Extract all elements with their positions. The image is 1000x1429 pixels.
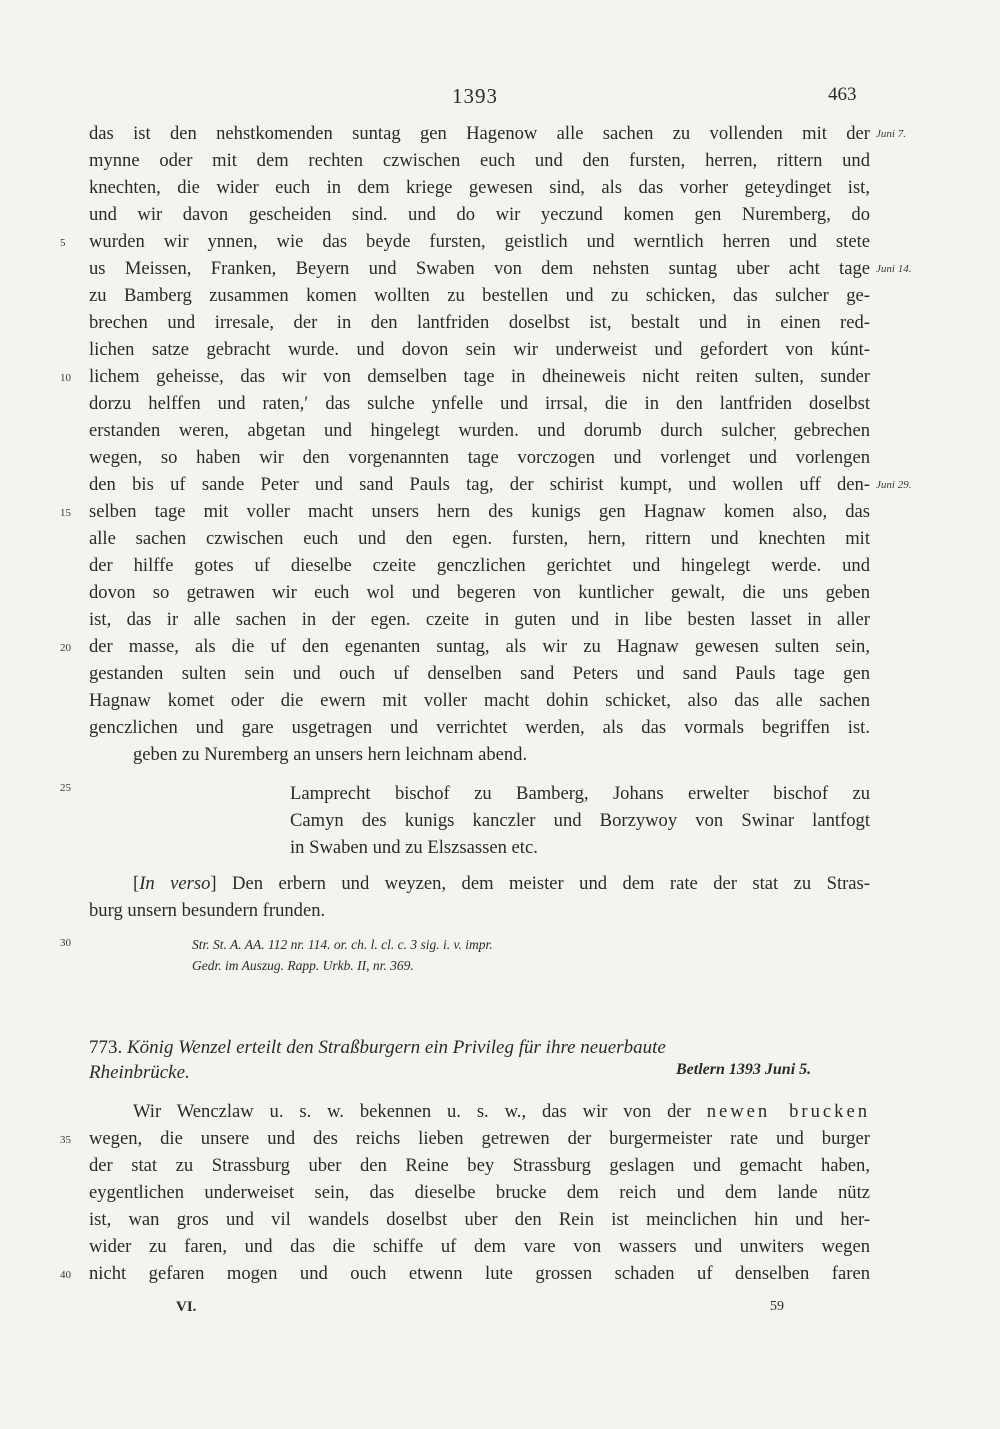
- body-line: selben tage mit voller macht unsers hern des kunigs gen Hagnaw komen also, das: [89, 501, 870, 522]
- body-line: wider zu faren, und das die schiffe uf dem vare von wassers und unwiters wegen: [89, 1236, 870, 1257]
- signature-line: Camyn des kunigs kanczler und Borzywoy von Swinar lantfogt: [290, 810, 870, 831]
- body-line: nicht gefaren mogen und ouch etwenn lute grossen schaden uf denselben faren: [89, 1263, 870, 1284]
- verso-bracket-close: ]: [210, 873, 217, 894]
- line-number: 35: [60, 1134, 71, 1146]
- margin-date: Juni 7.: [876, 128, 906, 140]
- body-line: knechten, die wider euch in dem kriege gewesen sind, als das vorher geteydinget ist,: [89, 177, 870, 198]
- margin-date: Juni 14.: [876, 263, 912, 275]
- document-number: 773.: [89, 1037, 123, 1058]
- verso-text: Den erbern und weyzen, dem meister und dem rate der stat zu Stras-: [216, 873, 870, 894]
- signature-line: Lamprecht bischof zu Bamberg, Johans erwelter bischof zu: [290, 783, 870, 804]
- source-citation: Gedr. im Auszug. Rapp. Urkb. II, nr. 369.: [192, 958, 414, 973]
- body-line: [133, 1098, 870, 1125]
- line-number: 15: [60, 507, 71, 519]
- body-line: brechen und irresale, der in den lantfriden doselbst ist, bestalt und in einen red-: [89, 312, 870, 333]
- body-line: alle sachen czwischen euch und den egen. fursten, hern, rittern und knechten mit: [89, 528, 870, 549]
- body-line: zu Bamberg zusammen komen wollten zu bestellen und zu schicken, das sulcher ge-: [89, 285, 870, 306]
- body-line: wegen, die unsere und des reichs lieben getrewen der burgermeister rate und burger: [89, 1128, 870, 1149]
- body-line: der hilffe gotes uf dieselbe czeite genczlichen gerichtet und hingelegt werde. und: [89, 555, 870, 576]
- body-line: der masse, als die uf den egenanten suntag, als wir zu Hagnaw gewesen sulten sein,: [89, 636, 870, 657]
- body-line: wurden wir ynnen, wie das beyde fursten, geistlich und werntlich herren und stete: [89, 231, 870, 252]
- body-line: ist, wan gros und vil wandels doselbst uber den Rein ist meinclichen hin und her-: [89, 1209, 870, 1230]
- body-line: genczlichen und gare usgetragen und verrichtet werden, als das vormals begriffen ist.: [89, 717, 870, 738]
- body-text: Wir Wenczlaw u. s. w. bekennen u. s. w., das wir von der: [133, 1101, 707, 1122]
- body-line: lichen satze gebracht wurde. und dovon sein wir underweist und gefordert von kúnt-: [89, 339, 870, 360]
- document-heading: [89, 1034, 870, 1061]
- running-head-year: 1393: [452, 84, 498, 108]
- verso-address-line: burg unsern besundern frunden.: [89, 900, 326, 921]
- body-line: der stat zu Strassburg uber den Reine bey Strassburg geslagen und gemacht haben,: [89, 1155, 870, 1176]
- document-date: Betlern 1393 Juni 5.: [676, 1061, 812, 1078]
- document-title: König Wenzel erteilt den Straßburgern ein Privileg für ihre neuerbaute: [127, 1037, 666, 1058]
- body-line: wegen, so haben wir den vorgenannten tage vorczogen und vorlenget und vorlengen: [89, 447, 870, 468]
- margin-date: Juni 29.: [876, 479, 912, 491]
- verso-address-line: [133, 870, 870, 897]
- line-number: 5: [60, 237, 66, 249]
- line-number: 40: [60, 1269, 71, 1281]
- body-line: eygentlichen underweiset sein, das dieselbe brucke dem reich und dem lande nütz: [89, 1182, 870, 1203]
- body-line: Hagnaw komet oder die ewern mit voller macht dohin schicket, also das alle sachen: [89, 690, 870, 711]
- body-line: lichem geheisse, das wir von demselben tage in dheineweis nicht reiten sulten, sunder: [89, 366, 870, 387]
- verso-bracket-open: [: [133, 873, 140, 894]
- body-line: und wir davon gescheiden sind. und do wir yeczund komen gen Nuremberg, do: [89, 204, 870, 225]
- signature-line: in Swaben und zu Elszsassen etc.: [290, 837, 538, 858]
- body-line: erstanden weren, abgetan und hingelegt wurden. und dorumb durch sulcher̦ gebrechen: [89, 420, 870, 441]
- verso-label: In verso: [139, 873, 211, 894]
- document-title-continued: Rheinbrücke.: [89, 1062, 190, 1083]
- body-line: den bis uf sande Peter und sand Pauls tag, der schirist kumpt, und wollen uff den-: [89, 474, 870, 495]
- source-citation: Str. St. A. AA. 112 nr. 114. or. ch. l. cl. c. 3 sig. i. v. impr.: [192, 937, 493, 952]
- volume-mark: VI.: [176, 1299, 197, 1315]
- body-line: us Meissen, Franken, Beyern und Swaben von dem nehsten suntag uber acht tage: [89, 258, 870, 279]
- line-number: 10: [60, 372, 71, 384]
- emphasized-text: newen brucken: [706, 1101, 870, 1122]
- page-number: 463: [828, 84, 857, 105]
- line-number: 20: [60, 642, 71, 654]
- body-line: dorzu helffen und raten,ʹ das sulche ynfelle und irrsal, die in den lantfriden doselbst: [89, 393, 870, 414]
- body-line: ist, das ir alle sachen in der egen. czeite in guten und in libe besten lasset in aller: [89, 609, 870, 630]
- line-number: 30: [60, 937, 71, 949]
- body-line: das ist den nehstkomenden suntag gen Hagenow alle sachen zu vollenden mit der: [89, 123, 870, 144]
- line-number: 25: [60, 782, 71, 794]
- closing-line: geben zu Nuremberg an unsers hern leichnam abend.: [133, 744, 528, 765]
- body-line: gestanden sulten sein und ouch uf denselben sand Peters und sand Pauls tage gen: [89, 663, 870, 684]
- body-line: dovon so getrawen wir euch wol und begeren von kuntlicher gewalt, die uns geben: [89, 582, 870, 603]
- body-line: mynne oder mit dem rechten czwischen euch und den fursten, herren, rittern und: [89, 150, 870, 171]
- signature-mark: 59: [770, 1299, 784, 1314]
